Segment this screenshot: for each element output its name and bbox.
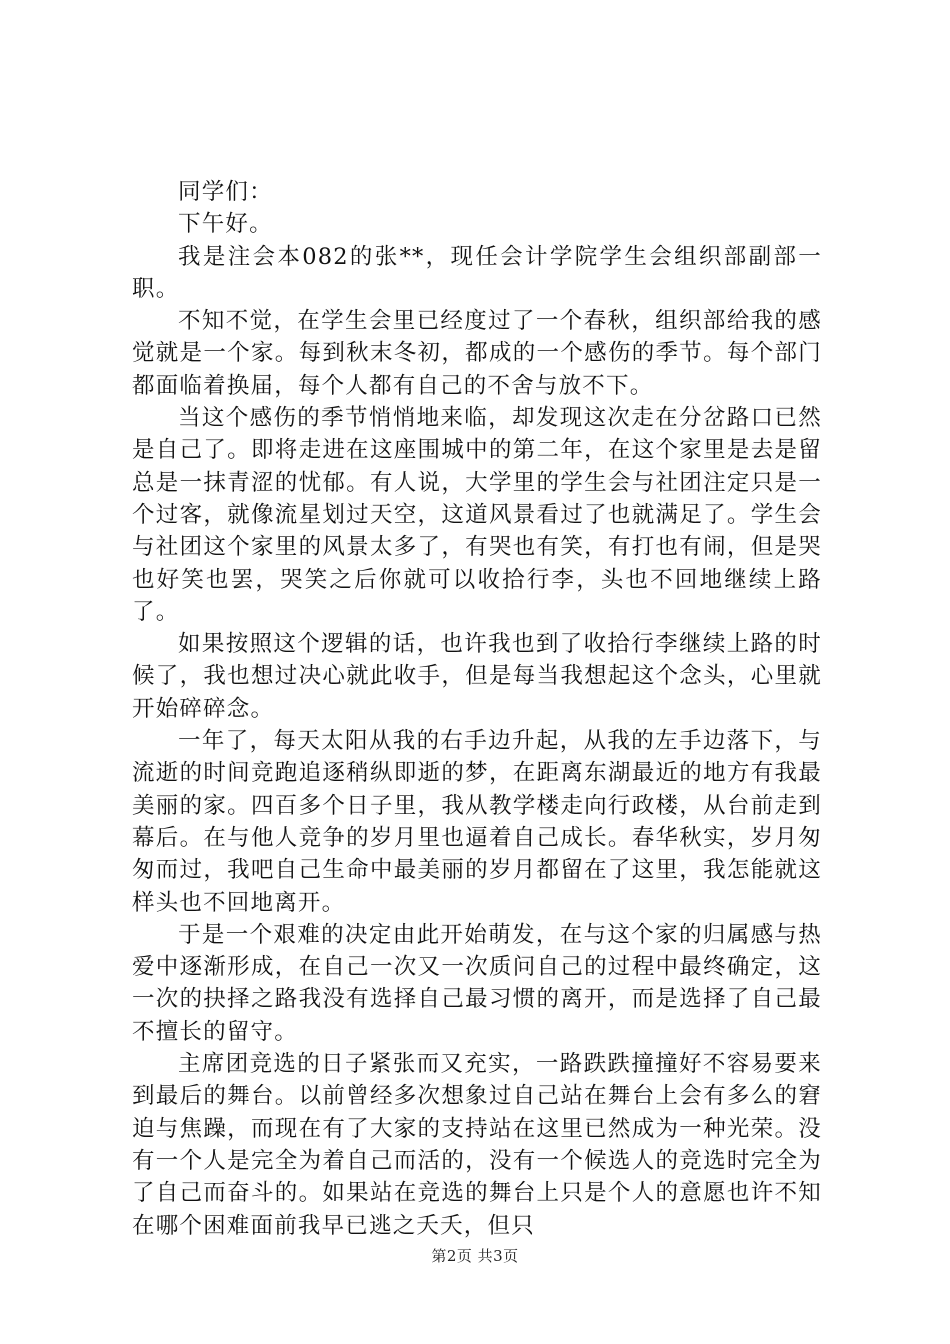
greeting: 下午好。: [178, 211, 273, 238]
document-body: [132, 176, 822, 1242]
paragraph: 主席团竞选的日子紧张而又充实，一路跌跌撞撞好不容易要来到最后的舞台。以前曾经多次想象过自己站在舞台上会有多么的窘迫与焦躁，而现在有了大家的支持站在这里已然成为一种光荣。没有一个人是完全为着自己而活的，没有一个候选人的竞选时完全为了自己而奋斗的。如果站在竞选的舞台上只是个人的意愿也许不知在哪个困难面前我早已逃之夭夭，但只: [132, 1051, 822, 1239]
paragraph: 当这个感伤的季节悄悄地来临，却发现这次走在分岔路口已然是自己了。即将走进在这座围城中的第二年，在这个家里是去是留总是一抹青涩的忧郁。有人说，大学里的学生会与社团注定只是一个过客，就像流星划过天空，这道风景看过了也就满足了。学生会与社团这个家里的风景太多了，有哭也有笑，有打也有闹，但是哭也好笑也罢，哭笑之后你就可以收拾行李，头也不回地继续上路了。: [132, 405, 822, 625]
paragraph: 如果按照这个逻辑的话，也许我也到了收拾行李继续上路的时候了，我也想过决心就此收手，但是每当我想起这个念头，心里就开始碎碎念。: [132, 631, 822, 722]
salutation: 同学们：: [178, 179, 273, 205]
paragraph: 一年了，每天太阳从我的右手边升起，从我的左手边落下，与流逝的时间竞跑追逐稍纵即逝的梦，在距离东湖最近的地方有我最美丽的家。四百多个日子里，我从教学楼走向行政楼，从台前走到幕后。在与他人竞争的岁月里也逼着自己成长。春华秋实，岁月匆匆而过，我吧自己生命中最美丽的岁月都留在了这里，我怎能就这样头也不回地离开。: [132, 728, 822, 916]
page-footer: 第2页 共3页: [431, 1247, 519, 1265]
paragraph: 不知不觉，在学生会里已经度过了一个春秋，组织部给我的感觉就是一个家。每到秋末冬初，都成的一个感伤的季节。每个部门都面临着换届，每个人都有自己的不舍与放不下。: [132, 308, 822, 399]
paragraph: 于是一个艰难的决定由此开始萌发，在与这个家的归属感与热爱中逐渐形成，在自己一次又一次质问自己的过程中最终确定，这一次的抉择之路我没有选择自己最习惯的离开，而是选择了自己最不擅长的留守。: [132, 921, 822, 1045]
paragraph: 我是注会本082的张**，现任会计学院学生会组织部副部一职。: [132, 243, 822, 302]
